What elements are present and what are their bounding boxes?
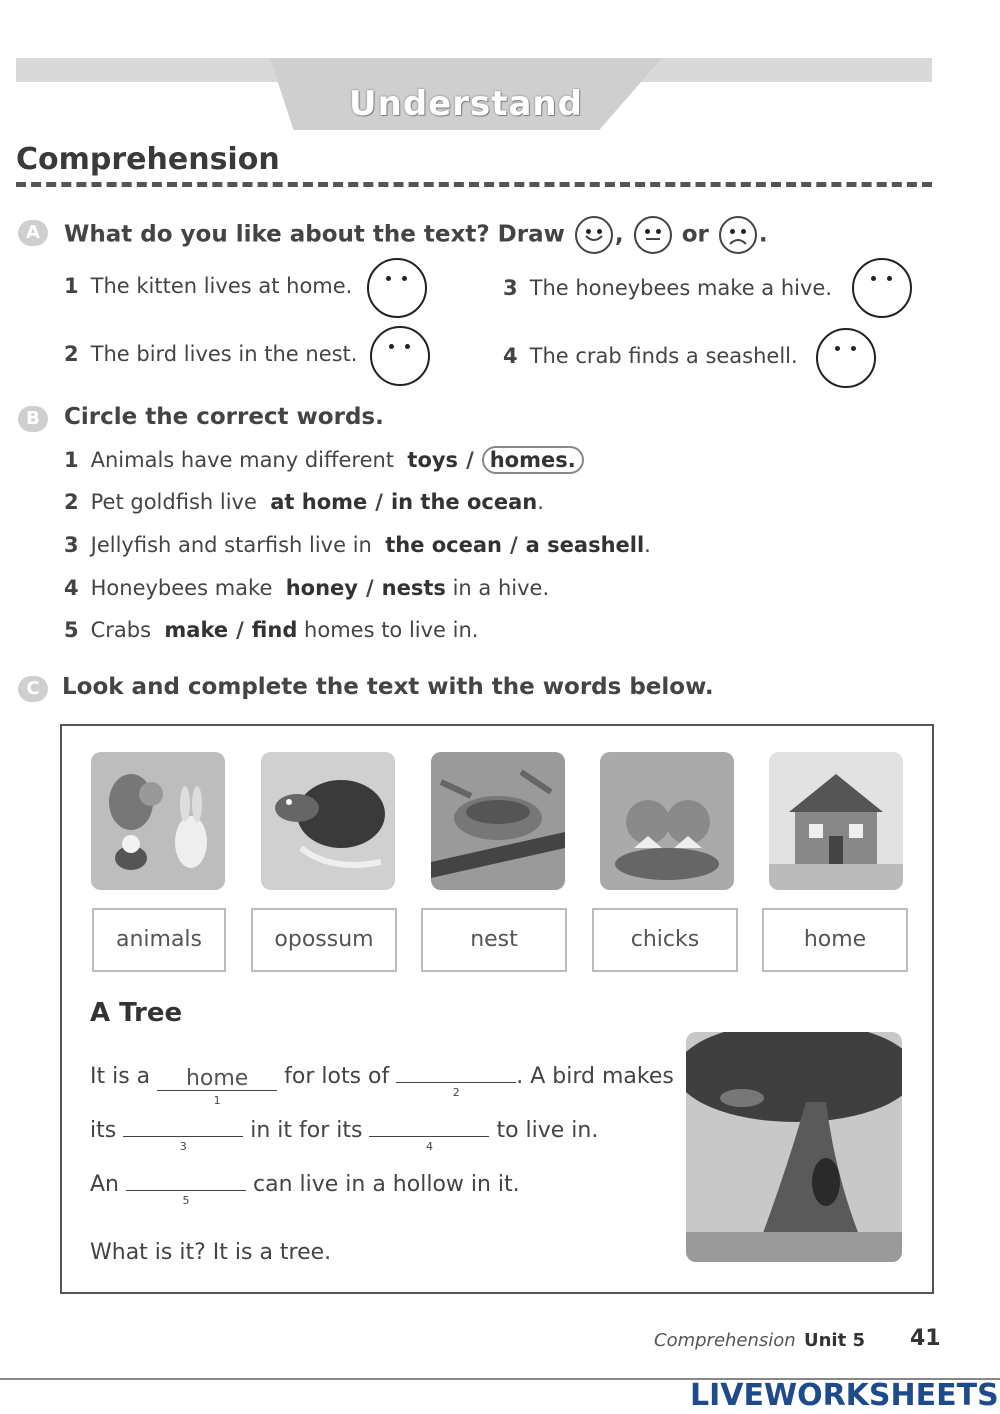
banner-title: Understand xyxy=(349,84,583,124)
chicks-picture xyxy=(600,752,734,890)
option-in-the-ocean[interactable]: in the ocean xyxy=(390,490,538,514)
face-circle-3-icon[interactable] xyxy=(852,258,912,318)
option-at-home[interactable]: at home xyxy=(270,490,368,514)
b-item-5: 5 Crabs make / find homes to live in. xyxy=(64,618,479,642)
b-item-4: 4 Honeybees make honey / nests in a hive. xyxy=(64,576,550,600)
face-circle-4-icon[interactable] xyxy=(816,328,876,388)
text-line-3: An 5 can live in a hollow in it. xyxy=(90,1164,520,1197)
option-toys[interactable]: toys xyxy=(407,448,459,472)
blank-2[interactable]: 2 xyxy=(396,1056,516,1083)
text-line-1: It is a home 1 for lots of 2 . A bird makes xyxy=(90,1056,674,1091)
word-nest[interactable]: nest xyxy=(421,908,567,972)
tree-picture xyxy=(686,1032,902,1262)
word-animals[interactable]: animals xyxy=(92,908,226,972)
question-a-text: What do you like about the text? Draw xyxy=(64,221,565,248)
face-circle-1-icon[interactable] xyxy=(367,258,427,318)
option-a-seashell[interactable]: a seashell xyxy=(525,533,645,557)
question-c: Look and complete the text with the words below. xyxy=(62,674,714,700)
happy-face-icon xyxy=(575,216,613,254)
option-honey[interactable]: honey xyxy=(285,576,358,600)
blank-3[interactable]: 3 xyxy=(123,1110,243,1137)
a-item-2: 2 The bird lives in the nest. xyxy=(64,342,358,366)
badge-c: C xyxy=(18,676,48,702)
option-make[interactable]: make xyxy=(164,618,229,642)
b-item-2: 2 Pet goldfish live at home / in the ocean. xyxy=(64,490,544,514)
b-item-3: 3 Jellyfish and starfish live in the ocean / a seashell. xyxy=(64,533,651,557)
word-opossum[interactable]: opossum xyxy=(251,908,397,972)
option-find[interactable]: find xyxy=(251,618,298,642)
nest-picture xyxy=(431,752,565,890)
section-title: Comprehension xyxy=(16,142,280,177)
home-picture xyxy=(769,752,903,890)
question-b: Circle the correct words. xyxy=(64,404,384,430)
text-title: A Tree xyxy=(90,998,183,1028)
footer-unit: Unit 5 xyxy=(804,1330,865,1351)
or-word: or xyxy=(681,221,709,248)
a-item-3: 3 The honeybees make a hive. xyxy=(503,276,833,300)
sad-face-icon xyxy=(719,216,757,254)
a-item-1: 1 The kitten lives at home. xyxy=(64,274,353,298)
blank-4[interactable]: 4 xyxy=(369,1110,489,1137)
opossum-picture xyxy=(261,752,395,890)
option-nests[interactable]: nests xyxy=(381,576,446,600)
b-item-1: 1 Animals have many different toys / homes. xyxy=(64,448,584,472)
text-line-4: What is it? It is a tree. xyxy=(90,1240,332,1265)
footer-section: Comprehension xyxy=(654,1330,796,1351)
a-item-4: 4 The crab finds a seashell. xyxy=(503,344,798,368)
question-a xyxy=(64,216,768,254)
period: . xyxy=(758,221,768,248)
badge-a: A xyxy=(18,220,48,246)
section-divider xyxy=(16,182,932,187)
option-homes[interactable]: homes. xyxy=(482,446,584,474)
word-chicks[interactable]: chicks xyxy=(592,908,738,972)
option-the-ocean[interactable]: the ocean xyxy=(385,533,502,557)
face-circle-2-icon[interactable] xyxy=(370,326,430,386)
comma: , xyxy=(614,221,624,248)
word-home[interactable]: home xyxy=(762,908,908,972)
blank-1[interactable]: home 1 xyxy=(157,1064,277,1091)
liveworksheets-logo[interactable]: LIVEWORKSHEETS xyxy=(690,1378,999,1413)
badge-b: B xyxy=(18,406,48,432)
page-number: 41 xyxy=(910,1326,941,1351)
blank-5[interactable]: 5 xyxy=(126,1164,246,1191)
neutral-face-icon xyxy=(634,216,672,254)
animals-picture xyxy=(91,752,225,890)
text-line-2: its 3 in it for its 4 to live in. xyxy=(90,1110,598,1143)
